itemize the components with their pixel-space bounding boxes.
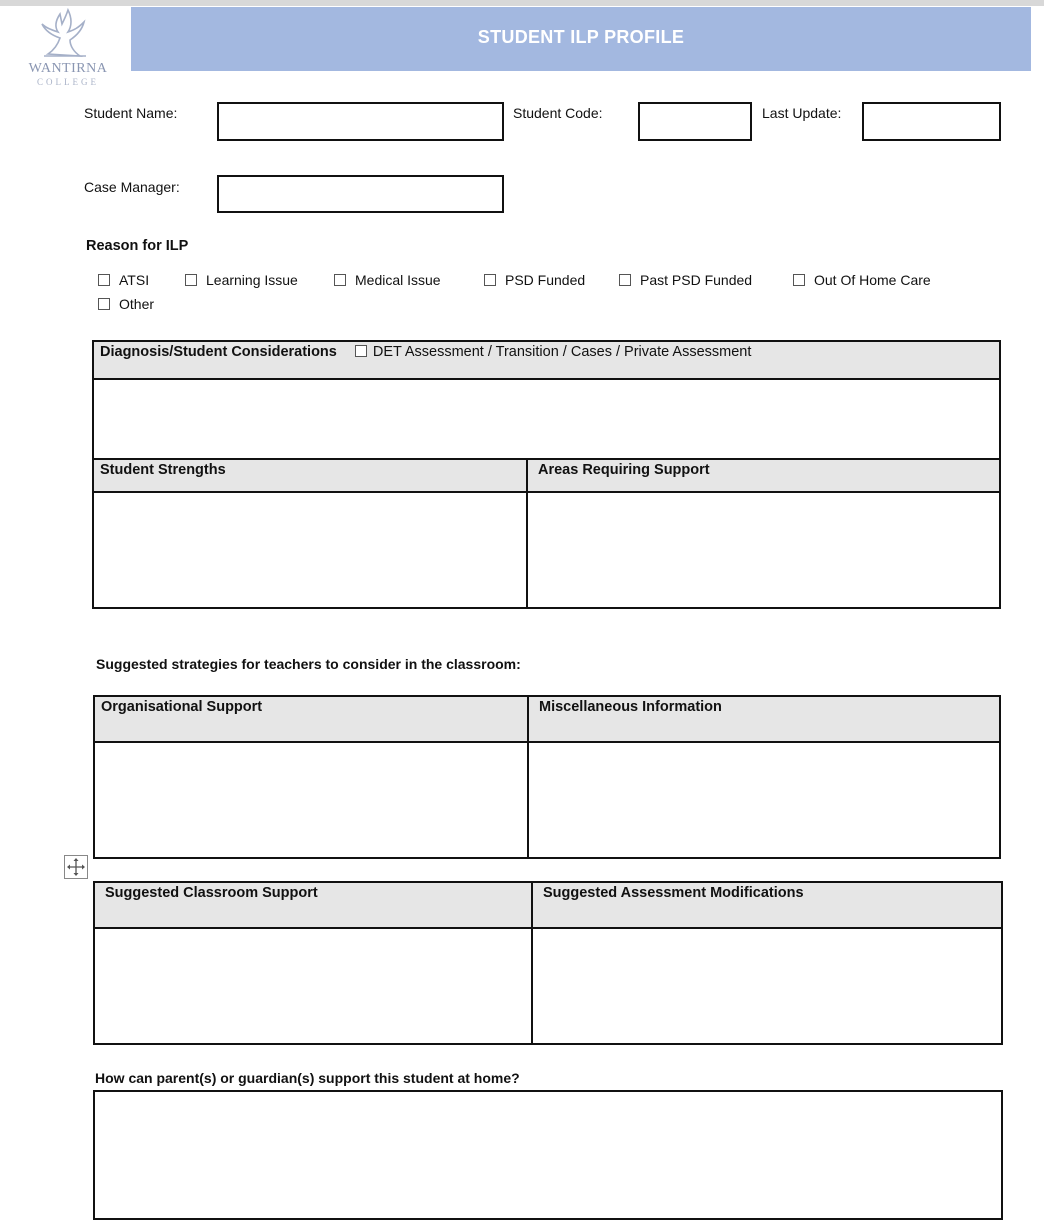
option-label: Medical Issue [355, 272, 441, 288]
option-label: Other [119, 296, 155, 312]
reason-option-atsi[interactable] [98, 272, 149, 288]
reason-option-other[interactable] [98, 296, 154, 312]
student-code-field[interactable] [638, 102, 752, 141]
bird-logo-icon [30, 6, 100, 62]
checkbox-icon[interactable] [355, 345, 367, 357]
checkbox-icon[interactable] [98, 298, 110, 310]
diagnosis-header [93, 341, 1000, 379]
option-label: Learning Issue [206, 272, 298, 288]
strategies-table [93, 695, 1001, 859]
reason-option-medical-issue[interactable] [334, 272, 441, 288]
reason-heading: Reason for ILP [86, 238, 189, 254]
reason-options [98, 272, 1028, 317]
checkbox-icon[interactable] [334, 274, 346, 286]
case-manager-field[interactable] [217, 175, 504, 213]
checkbox-icon[interactable] [98, 274, 110, 286]
areas-support-field[interactable] [527, 492, 1000, 608]
parents-field[interactable] [93, 1090, 1003, 1220]
diagnosis-header-label: Diagnosis/Student Considerations [100, 344, 337, 360]
student-code-label: Student Code: [513, 105, 603, 121]
strengths-header: Student Strengths [93, 459, 527, 492]
last-update-label: Last Update: [762, 105, 842, 121]
reason-option-past-psd-funded[interactable] [619, 272, 752, 288]
strategies-heading: Suggested strategies for teachers to consider in the classroom: [96, 656, 521, 672]
parents-heading: How can parent(s) or guardian(s) support this student at home? [95, 1070, 520, 1086]
option-label: Past PSD Funded [640, 272, 753, 288]
checkbox-icon[interactable] [793, 274, 805, 286]
organisational-field[interactable] [94, 742, 528, 858]
reason-option-learning-issue[interactable] [185, 272, 298, 288]
reason-option-out-of-home-care[interactable] [793, 272, 931, 288]
det-assessment-label: DET Assessment / Transition / Cases / Private Assessment [372, 344, 752, 360]
diagnosis-field[interactable] [93, 379, 1000, 459]
checkbox-icon[interactable] [185, 274, 197, 286]
assessment-field[interactable] [532, 928, 1002, 1044]
option-label: PSD Funded [505, 272, 586, 288]
student-name-field[interactable] [217, 102, 504, 141]
diagnosis-table [92, 340, 1001, 609]
areas-support-header: Areas Requiring Support [527, 459, 1000, 492]
reason-option-psd-funded[interactable] [484, 272, 585, 288]
page-title-banner: STUDENT ILP PROFILE [131, 7, 1031, 71]
logo-wordmark: WANTIRNA [28, 61, 108, 76]
case-manager-label: Case Manager: [84, 179, 180, 195]
option-label: ATSI [119, 272, 150, 288]
checkbox-icon[interactable] [619, 274, 631, 286]
det-assessment-option[interactable] [355, 344, 752, 360]
classroom-header: Suggested Classroom Support [94, 882, 532, 928]
logo-subtitle: COLLEGE [37, 77, 99, 87]
move-handle-icon[interactable] [64, 855, 88, 879]
organisational-header: Organisational Support [94, 696, 528, 742]
classroom-field[interactable] [94, 928, 532, 1044]
classroom-table [93, 881, 1003, 1045]
misc-header: Miscellaneous Information [528, 696, 1000, 742]
move-arrows-icon [65, 856, 87, 878]
last-update-field[interactable] [862, 102, 1001, 141]
college-logo [8, 6, 128, 92]
top-edge [0, 0, 1044, 6]
student-name-label: Student Name: [84, 105, 178, 121]
assessment-header: Suggested Assessment Modifications [532, 882, 1002, 928]
checkbox-icon[interactable] [484, 274, 496, 286]
strengths-field[interactable] [93, 492, 527, 608]
option-label: Out Of Home Care [814, 272, 931, 288]
misc-field[interactable] [528, 742, 1000, 858]
